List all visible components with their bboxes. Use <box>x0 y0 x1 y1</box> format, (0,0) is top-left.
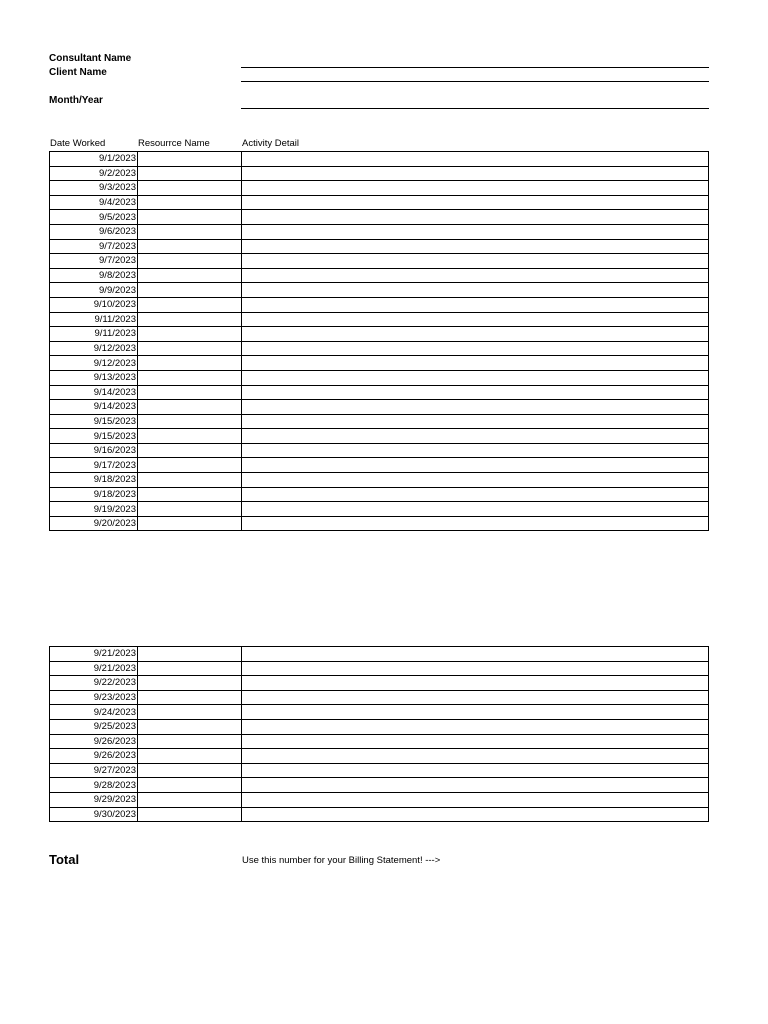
table-row <box>50 705 709 720</box>
resource-cell[interactable] <box>138 283 242 298</box>
activity-cell[interactable] <box>242 268 709 283</box>
table-row <box>50 778 709 793</box>
date-cell[interactable]: 9/30/2023 <box>50 807 138 822</box>
date-cell[interactable]: 9/11/2023 <box>50 327 138 342</box>
resource-cell[interactable] <box>138 224 242 239</box>
resource-cell[interactable] <box>138 502 242 517</box>
date-cell[interactable]: 9/13/2023 <box>50 370 138 385</box>
activity-cell[interactable] <box>242 312 709 327</box>
activity-cell[interactable] <box>242 254 709 269</box>
resource-cell[interactable] <box>138 458 242 473</box>
resource-name-header: Resourrce Name <box>138 138 210 149</box>
activity-cell[interactable] <box>242 210 709 225</box>
date-cell[interactable]: 9/14/2023 <box>50 400 138 415</box>
date-cell[interactable]: 9/14/2023 <box>50 385 138 400</box>
resource-cell[interactable] <box>138 370 242 385</box>
resource-cell[interactable] <box>138 341 242 356</box>
date-cell[interactable]: 9/5/2023 <box>50 210 138 225</box>
resource-cell[interactable] <box>138 414 242 429</box>
activity-cell[interactable] <box>242 792 709 807</box>
activity-detail-header: Activity Detail <box>242 138 300 149</box>
table-row <box>50 690 709 705</box>
table-row <box>50 458 709 473</box>
activity-cell[interactable] <box>242 749 709 764</box>
date-cell[interactable]: 9/15/2023 <box>50 429 138 444</box>
date-cell[interactable]: 9/24/2023 <box>50 705 138 720</box>
activity-cell[interactable] <box>242 356 709 371</box>
activity-cell[interactable] <box>242 661 709 676</box>
timesheet-table-1 <box>49 151 709 531</box>
table-row <box>50 676 709 691</box>
resource-cell[interactable] <box>138 443 242 458</box>
activity-cell[interactable] <box>242 152 709 167</box>
date-cell[interactable]: 9/4/2023 <box>50 195 138 210</box>
resource-cell[interactable] <box>138 661 242 676</box>
resource-cell[interactable] <box>138 676 242 691</box>
date-cell[interactable]: 9/18/2023 <box>50 487 138 502</box>
activity-cell[interactable] <box>242 166 709 181</box>
table-row <box>50 239 709 254</box>
activity-cell[interactable] <box>242 778 709 793</box>
activity-cell[interactable] <box>242 676 709 691</box>
table-row <box>50 283 709 298</box>
resource-cell[interactable] <box>138 268 242 283</box>
activity-cell[interactable] <box>242 719 709 734</box>
table-row <box>50 473 709 488</box>
table-row <box>50 370 709 385</box>
table-row <box>50 443 709 458</box>
activity-cell[interactable] <box>242 647 709 662</box>
date-cell[interactable]: 9/21/2023 <box>50 661 138 676</box>
activity-cell[interactable] <box>242 705 709 720</box>
table-row <box>50 385 709 400</box>
activity-cell[interactable] <box>242 283 709 298</box>
activity-cell[interactable] <box>242 400 709 415</box>
resource-cell[interactable] <box>138 690 242 705</box>
table-row <box>50 661 709 676</box>
month-year-label: Month/Year <box>49 95 103 106</box>
activity-cell[interactable] <box>242 370 709 385</box>
date-cell[interactable]: 9/27/2023 <box>50 763 138 778</box>
resource-cell[interactable] <box>138 400 242 415</box>
table-row <box>50 400 709 415</box>
activity-cell[interactable] <box>242 181 709 196</box>
resource-cell[interactable] <box>138 166 242 181</box>
resource-cell[interactable] <box>138 647 242 662</box>
resource-cell[interactable] <box>138 807 242 822</box>
activity-cell[interactable] <box>242 414 709 429</box>
consultant-name-label: Consultant Name <box>49 53 132 64</box>
date-cell[interactable]: 9/7/2023 <box>50 254 138 269</box>
resource-cell[interactable] <box>138 473 242 488</box>
activity-cell[interactable] <box>242 327 709 342</box>
resource-cell[interactable] <box>138 705 242 720</box>
date-cell[interactable]: 9/21/2023 <box>50 647 138 662</box>
activity-cell[interactable] <box>242 807 709 822</box>
date-cell[interactable]: 9/6/2023 <box>50 224 138 239</box>
table-row <box>50 312 709 327</box>
month-year-field[interactable] <box>241 108 709 109</box>
resource-cell[interactable] <box>138 312 242 327</box>
date-cell[interactable]: 9/11/2023 <box>50 312 138 327</box>
table-row <box>50 516 709 531</box>
date-cell[interactable]: 9/26/2023 <box>50 734 138 749</box>
resource-cell[interactable] <box>138 792 242 807</box>
timesheet-table-2 <box>49 646 709 822</box>
resource-cell[interactable] <box>138 763 242 778</box>
activity-cell[interactable] <box>242 502 709 517</box>
date-cell[interactable]: 9/25/2023 <box>50 719 138 734</box>
date-cell[interactable]: 9/28/2023 <box>50 778 138 793</box>
activity-cell[interactable] <box>242 473 709 488</box>
resource-cell[interactable] <box>138 487 242 502</box>
activity-cell[interactable] <box>242 734 709 749</box>
table-row <box>50 792 709 807</box>
resource-cell[interactable] <box>138 210 242 225</box>
client-name-field[interactable] <box>241 81 709 82</box>
activity-cell[interactable] <box>242 487 709 502</box>
date-cell[interactable]: 9/15/2023 <box>50 414 138 429</box>
date-cell[interactable]: 9/19/2023 <box>50 502 138 517</box>
resource-cell[interactable] <box>138 239 242 254</box>
resource-cell[interactable] <box>138 516 242 531</box>
table-row <box>50 210 709 225</box>
resource-cell[interactable] <box>138 385 242 400</box>
resource-cell[interactable] <box>138 749 242 764</box>
table-row <box>50 224 709 239</box>
resource-cell[interactable] <box>138 778 242 793</box>
resource-cell[interactable] <box>138 297 242 312</box>
date-cell[interactable]: 9/20/2023 <box>50 516 138 531</box>
resource-cell[interactable] <box>138 429 242 444</box>
table-row <box>50 502 709 517</box>
table-row <box>50 341 709 356</box>
date-cell[interactable]: 9/9/2023 <box>50 283 138 298</box>
resource-cell[interactable] <box>138 356 242 371</box>
activity-cell[interactable] <box>242 385 709 400</box>
date-worked-header: Date Worked <box>50 138 106 149</box>
activity-cell[interactable] <box>242 195 709 210</box>
resource-cell[interactable] <box>138 152 242 167</box>
resource-cell[interactable] <box>138 327 242 342</box>
date-cell[interactable]: 9/12/2023 <box>50 356 138 371</box>
resource-cell[interactable] <box>138 195 242 210</box>
activity-cell[interactable] <box>242 297 709 312</box>
activity-cell[interactable] <box>242 429 709 444</box>
activity-cell[interactable] <box>242 458 709 473</box>
consultant-name-field[interactable] <box>241 67 709 68</box>
activity-cell[interactable] <box>242 690 709 705</box>
date-cell[interactable]: 9/17/2023 <box>50 458 138 473</box>
table-row <box>50 487 709 502</box>
activity-cell[interactable] <box>242 239 709 254</box>
resource-cell[interactable] <box>138 254 242 269</box>
date-cell[interactable]: 9/22/2023 <box>50 676 138 691</box>
date-cell[interactable]: 9/26/2023 <box>50 749 138 764</box>
table-row <box>50 268 709 283</box>
table-row <box>50 181 709 196</box>
billing-note: Use this number for your Billing Statement! ---> <box>242 855 441 866</box>
date-cell[interactable]: 9/2/2023 <box>50 166 138 181</box>
table-row <box>50 152 709 167</box>
activity-cell[interactable] <box>242 763 709 778</box>
table-row <box>50 356 709 371</box>
date-cell[interactable]: 9/7/2023 <box>50 239 138 254</box>
table-row <box>50 297 709 312</box>
table-row <box>50 647 709 662</box>
activity-cell[interactable] <box>242 516 709 531</box>
table-row <box>50 195 709 210</box>
activity-cell[interactable] <box>242 443 709 458</box>
table-row <box>50 734 709 749</box>
table-row <box>50 807 709 822</box>
total-label: Total <box>49 852 80 867</box>
date-cell[interactable]: 9/12/2023 <box>50 341 138 356</box>
table-row <box>50 414 709 429</box>
table-row <box>50 763 709 778</box>
date-cell[interactable]: 9/8/2023 <box>50 268 138 283</box>
client-name-label: Client Name <box>49 67 107 78</box>
date-cell[interactable]: 9/29/2023 <box>50 792 138 807</box>
date-cell[interactable]: 9/3/2023 <box>50 181 138 196</box>
activity-cell[interactable] <box>242 341 709 356</box>
table-row <box>50 327 709 342</box>
date-cell[interactable]: 9/23/2023 <box>50 690 138 705</box>
table-row <box>50 749 709 764</box>
table-row <box>50 254 709 269</box>
resource-cell[interactable] <box>138 734 242 749</box>
date-cell[interactable]: 9/16/2023 <box>50 443 138 458</box>
table-row <box>50 429 709 444</box>
date-cell[interactable]: 9/18/2023 <box>50 473 138 488</box>
table-row <box>50 719 709 734</box>
activity-cell[interactable] <box>242 224 709 239</box>
date-cell[interactable]: 9/1/2023 <box>50 152 138 167</box>
resource-cell[interactable] <box>138 181 242 196</box>
date-cell[interactable]: 9/10/2023 <box>50 297 138 312</box>
table-row <box>50 166 709 181</box>
resource-cell[interactable] <box>138 719 242 734</box>
